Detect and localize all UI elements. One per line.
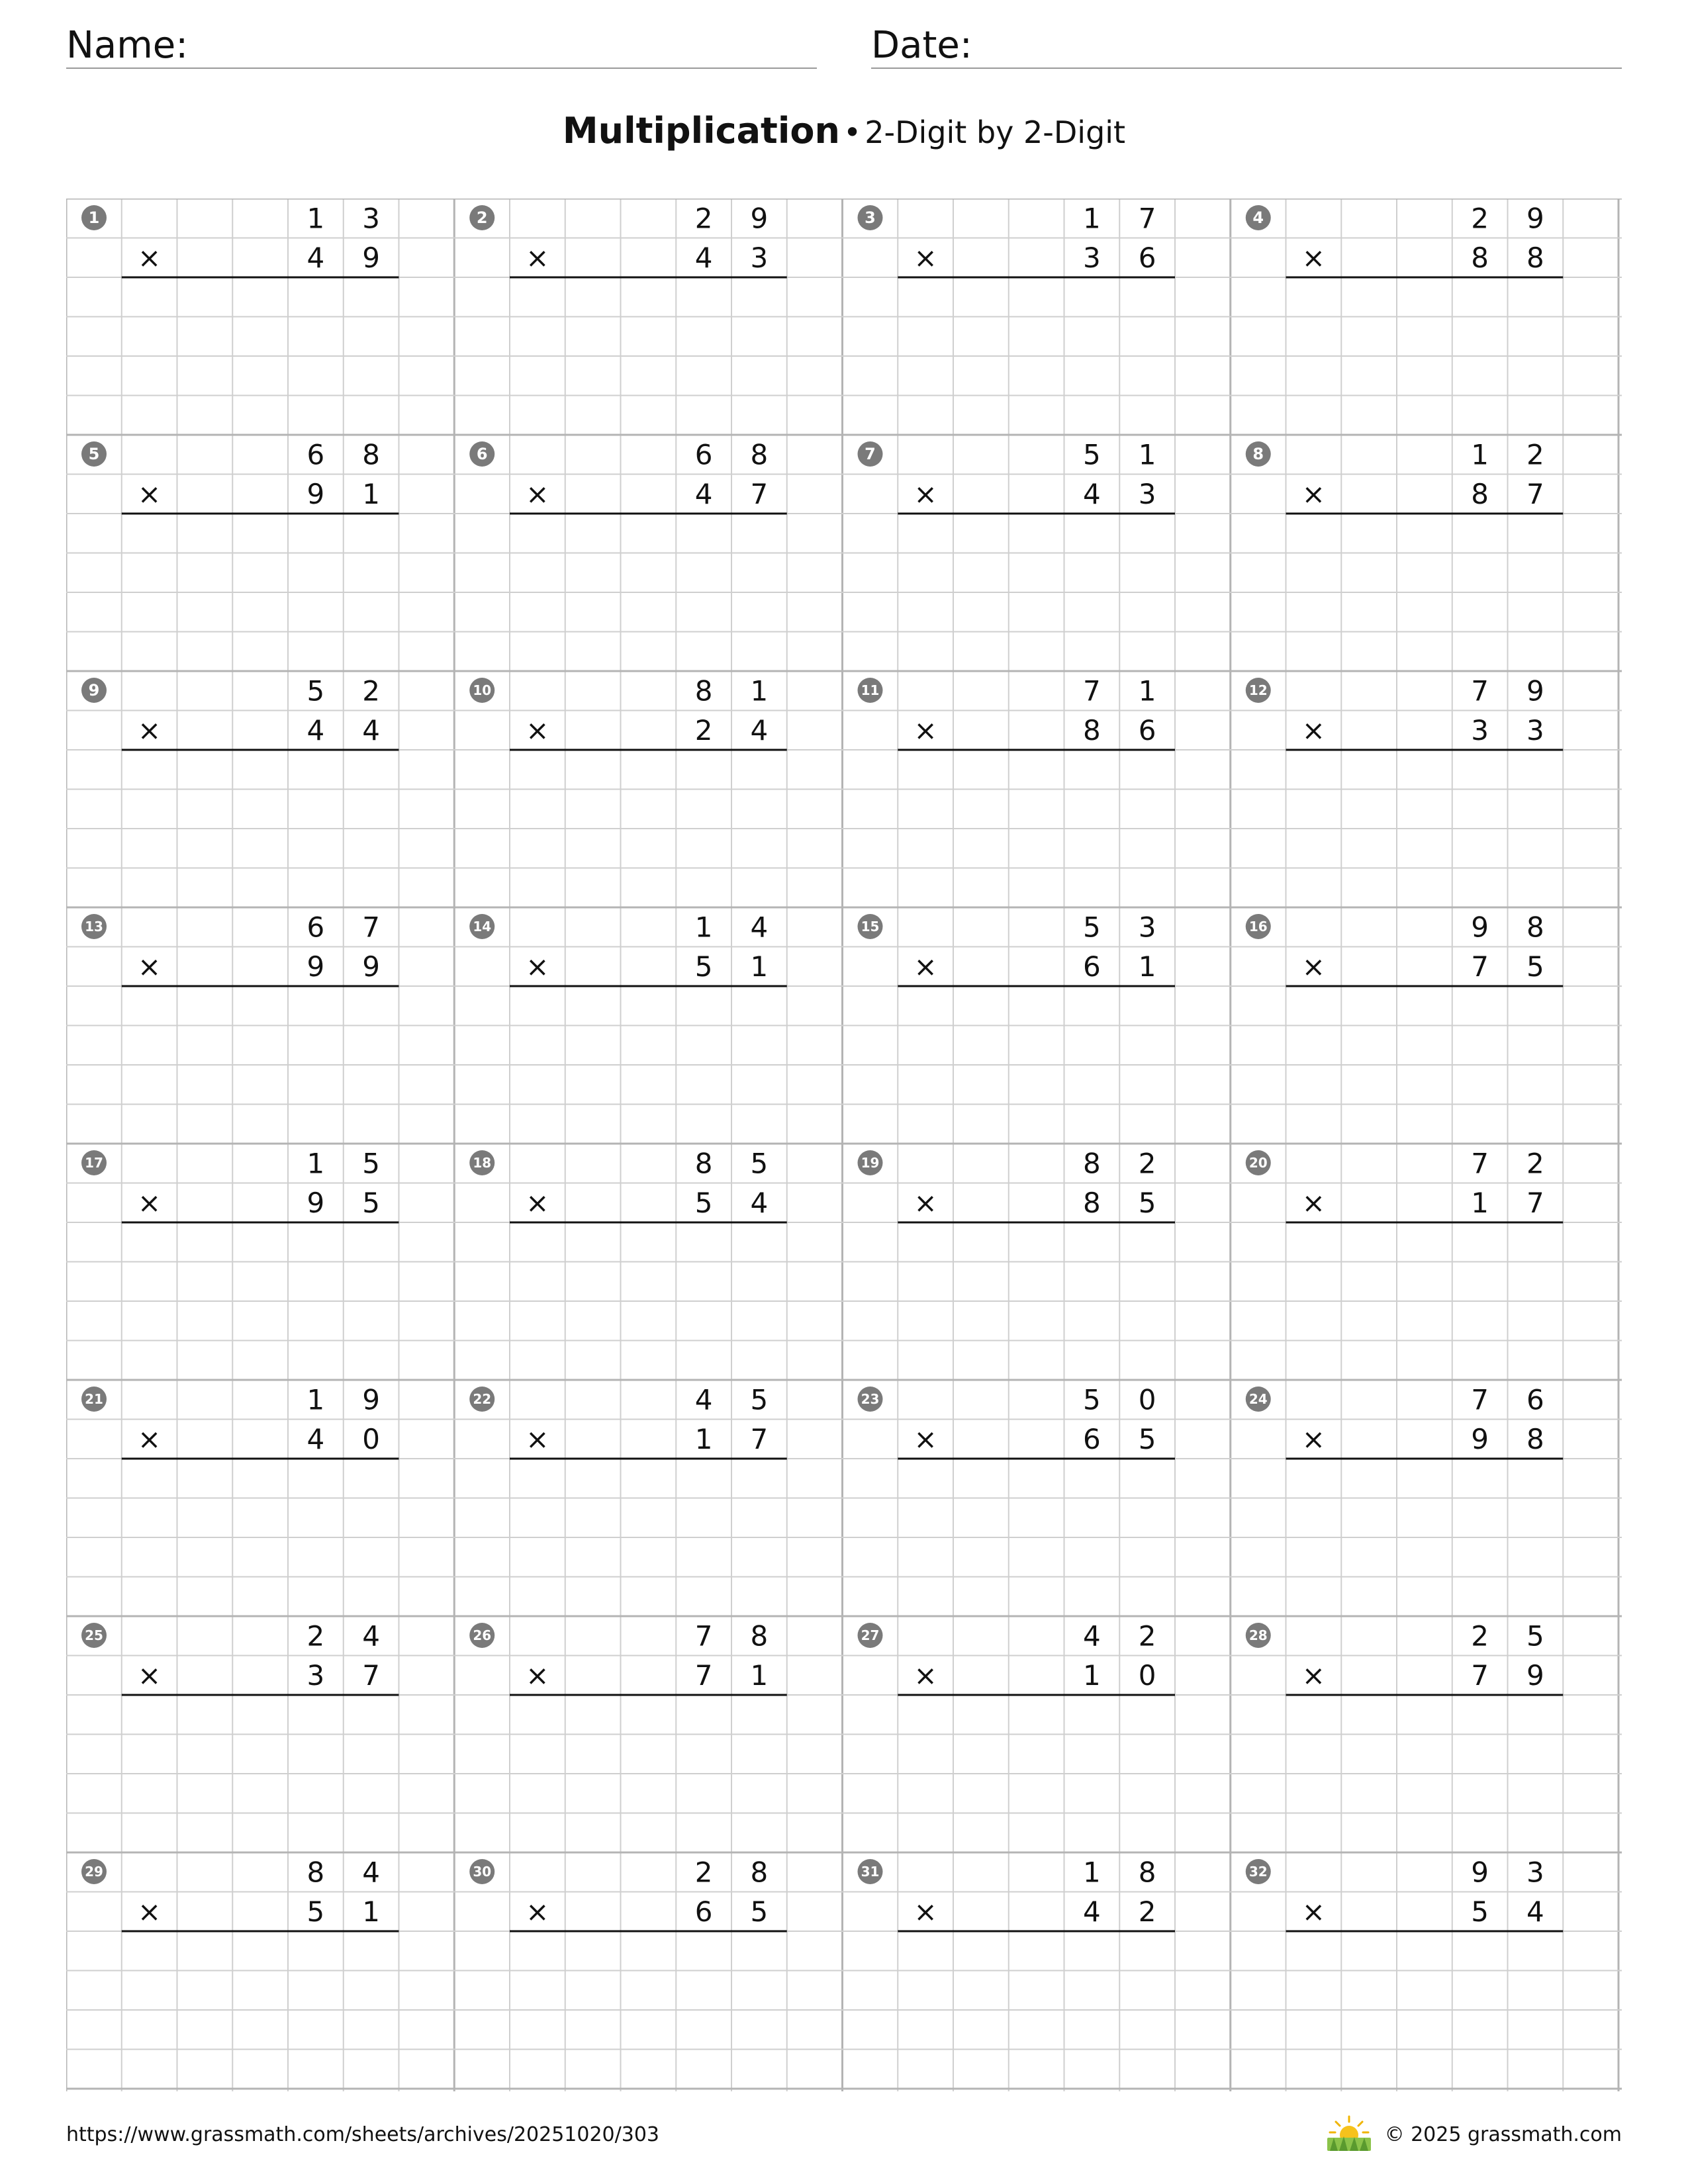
problem-number: 21 — [85, 1391, 103, 1407]
bottom-digit: 2 — [1138, 1895, 1156, 1928]
times-sign: × — [914, 1895, 937, 1928]
top-digit: 1 — [306, 202, 325, 235]
problem-number: 30 — [473, 1864, 492, 1880]
bottom-digit: 6 — [1083, 1422, 1101, 1455]
problem-number: 10 — [473, 682, 492, 698]
times-sign: × — [1301, 1895, 1325, 1928]
problem-number: 18 — [473, 1155, 492, 1171]
top-digit: 2 — [362, 674, 380, 707]
top-digit: 1 — [694, 911, 713, 944]
bottom-digit: 9 — [1471, 1422, 1489, 1455]
title-subtitle: 2-Digit by 2-Digit — [865, 114, 1126, 150]
bottom-digit: 5 — [1138, 1186, 1156, 1219]
problem-number: 20 — [1248, 1155, 1268, 1171]
problem-number: 7 — [865, 445, 876, 463]
problem-number: 22 — [473, 1391, 492, 1407]
times-sign: × — [138, 1895, 162, 1928]
bottom-digit: 8 — [1083, 713, 1101, 747]
times-sign: × — [914, 950, 937, 983]
top-digit: 8 — [362, 438, 380, 471]
times-sign: × — [526, 713, 549, 747]
times-sign: × — [138, 950, 162, 983]
top-digit: 5 — [1083, 438, 1101, 471]
top-digit: 7 — [1471, 674, 1489, 707]
bottom-digit: 7 — [694, 1659, 713, 1692]
top-digit: 3 — [1526, 1856, 1544, 1889]
bottom-digit: 6 — [1138, 713, 1156, 747]
times-sign: × — [526, 1186, 549, 1219]
times-sign: × — [1301, 1422, 1325, 1455]
bottom-digit: 9 — [1526, 1659, 1544, 1692]
bottom-digit: 0 — [1138, 1659, 1156, 1692]
name-field[interactable] — [66, 20, 817, 69]
bottom-digit: 3 — [750, 241, 769, 274]
bottom-digit: 4 — [306, 1422, 325, 1455]
problem-number: 26 — [473, 1627, 492, 1643]
times-sign: × — [138, 477, 162, 510]
bottom-digit: 6 — [694, 1895, 713, 1928]
times-sign: × — [526, 477, 549, 510]
bottom-digit: 1 — [362, 1895, 380, 1928]
times-sign: × — [138, 241, 162, 274]
bottom-digit: 5 — [1471, 1895, 1489, 1928]
top-digit: 6 — [306, 911, 325, 944]
times-sign: × — [1301, 1186, 1325, 1219]
top-digit: 7 — [694, 1619, 713, 1653]
top-digit: 5 — [1083, 911, 1101, 944]
problem-number: 11 — [861, 682, 880, 698]
times-sign: × — [138, 1659, 162, 1692]
bottom-digit: 3 — [1083, 241, 1101, 274]
bottom-digit: 9 — [306, 477, 325, 510]
top-digit: 6 — [694, 438, 713, 471]
bottom-digit: 1 — [1083, 1659, 1101, 1692]
times-sign: × — [914, 1659, 937, 1692]
title-main: Multiplication — [562, 110, 840, 152]
top-digit: 8 — [1138, 1856, 1156, 1889]
bottom-digit: 5 — [1526, 950, 1544, 983]
top-digit: 1 — [1138, 438, 1156, 471]
bottom-digit: 9 — [306, 950, 325, 983]
top-digit: 2 — [306, 1619, 325, 1653]
bottom-digit: 6 — [1138, 241, 1156, 274]
bottom-digit: 1 — [750, 950, 769, 983]
bottom-digit: 9 — [306, 1186, 325, 1219]
top-digit: 9 — [1526, 674, 1544, 707]
bottom-digit: 8 — [1526, 241, 1544, 274]
bottom-digit: 8 — [1471, 241, 1489, 274]
bottom-digit: 1 — [694, 1422, 713, 1455]
bottom-digit: 4 — [306, 241, 325, 274]
bottom-digit: 9 — [362, 241, 380, 274]
times-sign: × — [526, 950, 549, 983]
top-digit: 2 — [1138, 1619, 1156, 1653]
title-separator: • — [843, 114, 862, 150]
problem-number: 23 — [861, 1391, 880, 1407]
bottom-digit: 5 — [362, 1186, 380, 1219]
top-digit: 4 — [694, 1383, 713, 1416]
bottom-digit: 3 — [1471, 713, 1489, 747]
problem-number: 31 — [861, 1864, 880, 1880]
top-digit: 1 — [1138, 674, 1156, 707]
times-sign: × — [526, 241, 549, 274]
times-sign: × — [914, 477, 937, 510]
times-sign: × — [1301, 477, 1325, 510]
top-digit: 5 — [1526, 1619, 1544, 1653]
times-sign: × — [1301, 713, 1325, 747]
top-digit: 5 — [306, 674, 325, 707]
top-digit: 3 — [362, 202, 380, 235]
bottom-digit: 5 — [306, 1895, 325, 1928]
bottom-digit: 4 — [750, 713, 769, 747]
bottom-digit: 4 — [750, 1186, 769, 1219]
bottom-digit: 8 — [1083, 1186, 1101, 1219]
problem-number: 32 — [1248, 1864, 1268, 1880]
problem-number: 27 — [861, 1627, 880, 1643]
top-digit: 6 — [306, 438, 325, 471]
date-field[interactable] — [871, 20, 1622, 69]
bottom-digit: 8 — [1471, 477, 1489, 510]
bottom-digit: 1 — [1471, 1186, 1489, 1219]
top-digit: 2 — [694, 202, 713, 235]
problem-number: 15 — [861, 919, 880, 934]
top-digit: 9 — [362, 1383, 380, 1416]
problem-number: 19 — [861, 1155, 880, 1171]
bottom-digit: 4 — [694, 477, 713, 510]
times-sign: × — [914, 1186, 937, 1219]
name-label: Name: — [66, 24, 189, 67]
times-sign: × — [138, 713, 162, 747]
bottom-digit: 4 — [362, 713, 380, 747]
top-digit: 8 — [694, 674, 713, 707]
times-sign: × — [914, 1422, 937, 1455]
top-digit: 8 — [750, 1619, 769, 1653]
bottom-digit: 1 — [1138, 950, 1156, 983]
bottom-digit: 4 — [1526, 1895, 1544, 1928]
times-sign: × — [1301, 1659, 1325, 1692]
bottom-digit: 8 — [1526, 1422, 1544, 1455]
bottom-digit: 5 — [694, 950, 713, 983]
problem-number: 13 — [85, 919, 103, 934]
top-digit: 7 — [1138, 202, 1156, 235]
top-digit: 4 — [750, 911, 769, 944]
bottom-digit: 7 — [1526, 477, 1544, 510]
top-digit: 8 — [306, 1856, 325, 1889]
top-digit: 2 — [694, 1856, 713, 1889]
problem-number: 3 — [865, 208, 876, 227]
top-digit: 1 — [1083, 1856, 1101, 1889]
top-digit: 5 — [1083, 1383, 1101, 1416]
problem-number: 14 — [473, 919, 492, 934]
times-sign: × — [138, 1186, 162, 1219]
footer-url: https://www.grassmath.com/sheets/archives/20251020/303 — [66, 2123, 660, 2146]
top-digit: 1 — [1471, 438, 1489, 471]
bottom-digit: 3 — [306, 1659, 325, 1692]
top-digit: 1 — [750, 674, 769, 707]
top-digit: 3 — [1138, 911, 1156, 944]
top-digit: 2 — [1471, 1619, 1489, 1653]
top-digit: 8 — [1083, 1147, 1101, 1180]
problem-number: 4 — [1252, 208, 1264, 227]
worksheet-title — [0, 105, 1688, 166]
top-digit: 7 — [1471, 1147, 1489, 1180]
grass-sun-logo-icon — [1326, 2115, 1372, 2152]
problem-number: 25 — [85, 1627, 103, 1643]
bottom-digit: 3 — [1526, 713, 1544, 747]
times-sign: × — [914, 713, 937, 747]
top-digit: 2 — [1471, 202, 1489, 235]
top-digit: 1 — [1083, 202, 1101, 235]
top-digit: 8 — [750, 1856, 769, 1889]
top-digit: 2 — [1526, 438, 1544, 471]
top-digit: 5 — [362, 1147, 380, 1180]
top-digit: 9 — [1471, 911, 1489, 944]
problem-number: 16 — [1248, 919, 1268, 934]
top-digit: 1 — [306, 1383, 325, 1416]
times-sign: × — [1301, 241, 1325, 274]
bottom-digit: 7 — [1471, 1659, 1489, 1692]
top-digit: 9 — [1526, 202, 1544, 235]
bottom-digit: 5 — [694, 1186, 713, 1219]
bottom-digit: 4 — [1083, 477, 1101, 510]
bottom-digit: 6 — [1083, 950, 1101, 983]
bottom-digit: 7 — [1526, 1186, 1544, 1219]
bottom-digit: 2 — [694, 713, 713, 747]
top-digit: 4 — [362, 1619, 380, 1653]
top-digit: 8 — [1526, 911, 1544, 944]
problem-number: 9 — [88, 681, 100, 700]
bottom-digit: 4 — [694, 241, 713, 274]
bottom-digit: 9 — [362, 950, 380, 983]
problem-number: 24 — [1248, 1391, 1268, 1407]
top-digit: 8 — [694, 1147, 713, 1180]
times-sign: × — [914, 241, 937, 274]
times-sign: × — [526, 1895, 549, 1928]
bottom-digit: 4 — [1083, 1895, 1101, 1928]
bottom-digit: 4 — [306, 713, 325, 747]
problem-number: 2 — [476, 208, 488, 227]
bottom-digit: 7 — [362, 1659, 380, 1692]
top-digit: 4 — [1083, 1619, 1101, 1653]
top-digit: 7 — [1471, 1383, 1489, 1416]
top-digit: 2 — [1138, 1147, 1156, 1180]
problem-number: 1 — [88, 208, 100, 227]
top-digit: 7 — [362, 911, 380, 944]
problem-number: 17 — [85, 1155, 103, 1171]
top-digit: 4 — [362, 1856, 380, 1889]
bottom-digit: 5 — [1138, 1422, 1156, 1455]
top-digit: 5 — [750, 1383, 769, 1416]
top-digit: 6 — [1526, 1383, 1544, 1416]
times-sign: × — [526, 1659, 549, 1692]
bottom-digit: 1 — [750, 1659, 769, 1692]
top-digit: 2 — [1526, 1147, 1544, 1180]
footer-copyright: © 2025 grassmath.com — [1384, 2123, 1622, 2146]
top-digit: 9 — [1471, 1856, 1489, 1889]
top-digit: 8 — [750, 438, 769, 471]
times-sign: × — [526, 1422, 549, 1455]
top-digit: 7 — [1083, 674, 1101, 707]
top-digit: 5 — [750, 1147, 769, 1180]
top-digit: 9 — [750, 202, 769, 235]
bottom-digit: 7 — [750, 1422, 769, 1455]
problem-number: 6 — [476, 445, 488, 463]
bottom-digit: 1 — [362, 477, 380, 510]
problem-number: 5 — [88, 445, 100, 463]
bottom-digit: 7 — [1471, 950, 1489, 983]
worksheet-grid — [66, 199, 1622, 2091]
problem-number: 12 — [1248, 682, 1268, 698]
bottom-digit: 3 — [1138, 477, 1156, 510]
top-digit: 0 — [1138, 1383, 1156, 1416]
problem-number: 29 — [85, 1864, 103, 1880]
problem-number: 8 — [1252, 445, 1264, 463]
times-sign: × — [1301, 950, 1325, 983]
bottom-digit: 7 — [750, 477, 769, 510]
bottom-digit: 5 — [750, 1895, 769, 1928]
problem-number: 28 — [1248, 1627, 1268, 1643]
date-label: Date: — [871, 24, 972, 67]
bottom-digit: 0 — [362, 1422, 380, 1455]
times-sign: × — [138, 1422, 162, 1455]
top-digit: 1 — [306, 1147, 325, 1180]
